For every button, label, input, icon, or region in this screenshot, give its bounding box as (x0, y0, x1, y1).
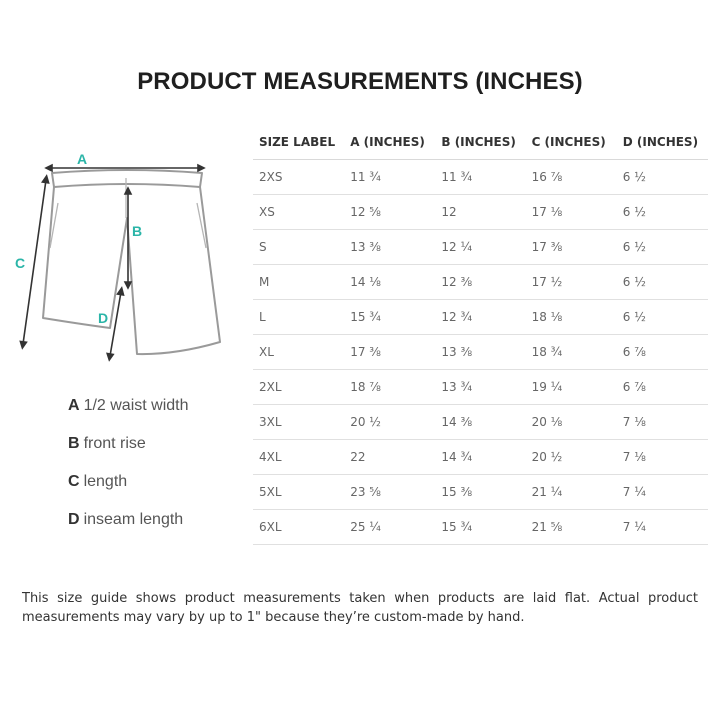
cell-b: 13 ⅜ (435, 335, 525, 370)
measurement-legend (68, 396, 189, 548)
cell-c: 17 ⅜ (526, 230, 617, 265)
column-header-d: D (INCHES) (617, 124, 708, 160)
cell-d: 6 ½ (617, 230, 708, 265)
cell-b: 11 ¾ (435, 160, 525, 195)
shorts-diagram (10, 148, 236, 364)
cell-size-label: XL (253, 335, 344, 370)
cell-size-label: 5XL (253, 475, 344, 510)
cell-size-label: XS (253, 195, 344, 230)
table-row (253, 475, 708, 510)
cell-d: 6 ½ (617, 195, 708, 230)
cell-b: 15 ⅜ (435, 475, 525, 510)
cell-d: 6 ½ (617, 265, 708, 300)
column-header-a: A (INCHES) (344, 124, 435, 160)
legend-key: D (68, 511, 80, 528)
legend-item-b (68, 434, 189, 472)
cell-c: 21 ¼ (526, 475, 617, 510)
table-row (253, 370, 708, 405)
cell-b: 15 ¾ (435, 510, 525, 545)
table-row (253, 440, 708, 475)
cell-c: 18 ¾ (526, 335, 617, 370)
table-row (253, 405, 708, 440)
cell-b: 14 ⅜ (435, 405, 525, 440)
cell-c: 21 ⅝ (526, 510, 617, 545)
table-row (253, 335, 708, 370)
cell-d: 7 ¼ (617, 475, 708, 510)
dimension-b-label: B (132, 223, 143, 239)
cell-size-label: 2XS (253, 160, 344, 195)
cell-a: 22 (344, 440, 435, 475)
cell-d: 6 ½ (617, 300, 708, 335)
legend-text: 1/2 waist width (83, 397, 189, 414)
cell-a: 11 ¾ (344, 160, 435, 195)
table-body (253, 160, 708, 545)
table-row (253, 265, 708, 300)
legend-item-a (68, 396, 189, 434)
cell-size-label: 3XL (253, 405, 344, 440)
table-row (253, 510, 708, 545)
column-header-c: C (INCHES) (526, 124, 617, 160)
legend-text: length (83, 473, 128, 490)
table-row (253, 160, 708, 195)
cell-d: 7 ¼ (617, 510, 708, 545)
cell-d: 6 ⅞ (617, 335, 708, 370)
table-row (253, 300, 708, 335)
dimension-c-label: C (15, 255, 26, 271)
table-row (253, 230, 708, 265)
cell-b: 12 ¾ (435, 300, 525, 335)
cell-c: 19 ¼ (526, 370, 617, 405)
cell-a: 20 ½ (344, 405, 435, 440)
legend-text: inseam length (83, 511, 184, 528)
cell-c: 17 ⅛ (526, 195, 617, 230)
shorts-waistband (52, 170, 202, 187)
legend-item-d (68, 510, 189, 548)
cell-size-label: 2XL (253, 370, 344, 405)
cell-b: 12 (435, 195, 525, 230)
cell-d: 6 ⅞ (617, 370, 708, 405)
cell-b: 14 ¾ (435, 440, 525, 475)
dimension-c-line (23, 180, 46, 344)
dimension-a-label: A (77, 151, 88, 167)
cell-a: 17 ⅜ (344, 335, 435, 370)
dimension-d-line (110, 292, 121, 356)
dimension-d-label: D (98, 310, 109, 326)
cell-c: 16 ⅞ (526, 160, 617, 195)
cell-c: 20 ⅛ (526, 405, 617, 440)
cell-b: 13 ¾ (435, 370, 525, 405)
size-guide-note: This size guide shows product measurements taken when products are laid flat. Actual product measurements may vary by up to 1" because they’re custom-made by hand. (22, 591, 698, 625)
cell-size-label: 4XL (253, 440, 344, 475)
shorts-body (43, 187, 220, 354)
cell-size-label: 6XL (253, 510, 344, 545)
cell-size-label: M (253, 265, 344, 300)
legend-key: B (68, 435, 80, 452)
column-header-b: B (INCHES) (435, 124, 525, 160)
cell-a: 25 ¼ (344, 510, 435, 545)
cell-a: 13 ⅜ (344, 230, 435, 265)
cell-size-label: L (253, 300, 344, 335)
legend-text: front rise (83, 435, 146, 452)
cell-a: 18 ⅞ (344, 370, 435, 405)
legend-item-c (68, 472, 189, 510)
cell-c: 17 ½ (526, 265, 617, 300)
legend-key: C (68, 473, 80, 490)
cell-a: 23 ⅝ (344, 475, 435, 510)
table-header-row (253, 124, 708, 160)
cell-d: 6 ½ (617, 160, 708, 195)
cell-b: 12 ¼ (435, 230, 525, 265)
column-header-size-label: SIZE LABEL (253, 124, 344, 160)
cell-a: 12 ⅝ (344, 195, 435, 230)
cell-a: 14 ⅛ (344, 265, 435, 300)
page-title: PRODUCT MEASUREMENTS (INCHES) (137, 68, 583, 95)
cell-a: 15 ¾ (344, 300, 435, 335)
cell-c: 18 ⅛ (526, 300, 617, 335)
cell-d: 7 ⅛ (617, 405, 708, 440)
cell-d: 7 ⅛ (617, 440, 708, 475)
cell-b: 12 ⅜ (435, 265, 525, 300)
table-row (253, 195, 708, 230)
cell-size-label: S (253, 230, 344, 265)
legend-key: A (68, 397, 80, 414)
cell-c: 20 ½ (526, 440, 617, 475)
size-table (253, 124, 708, 545)
